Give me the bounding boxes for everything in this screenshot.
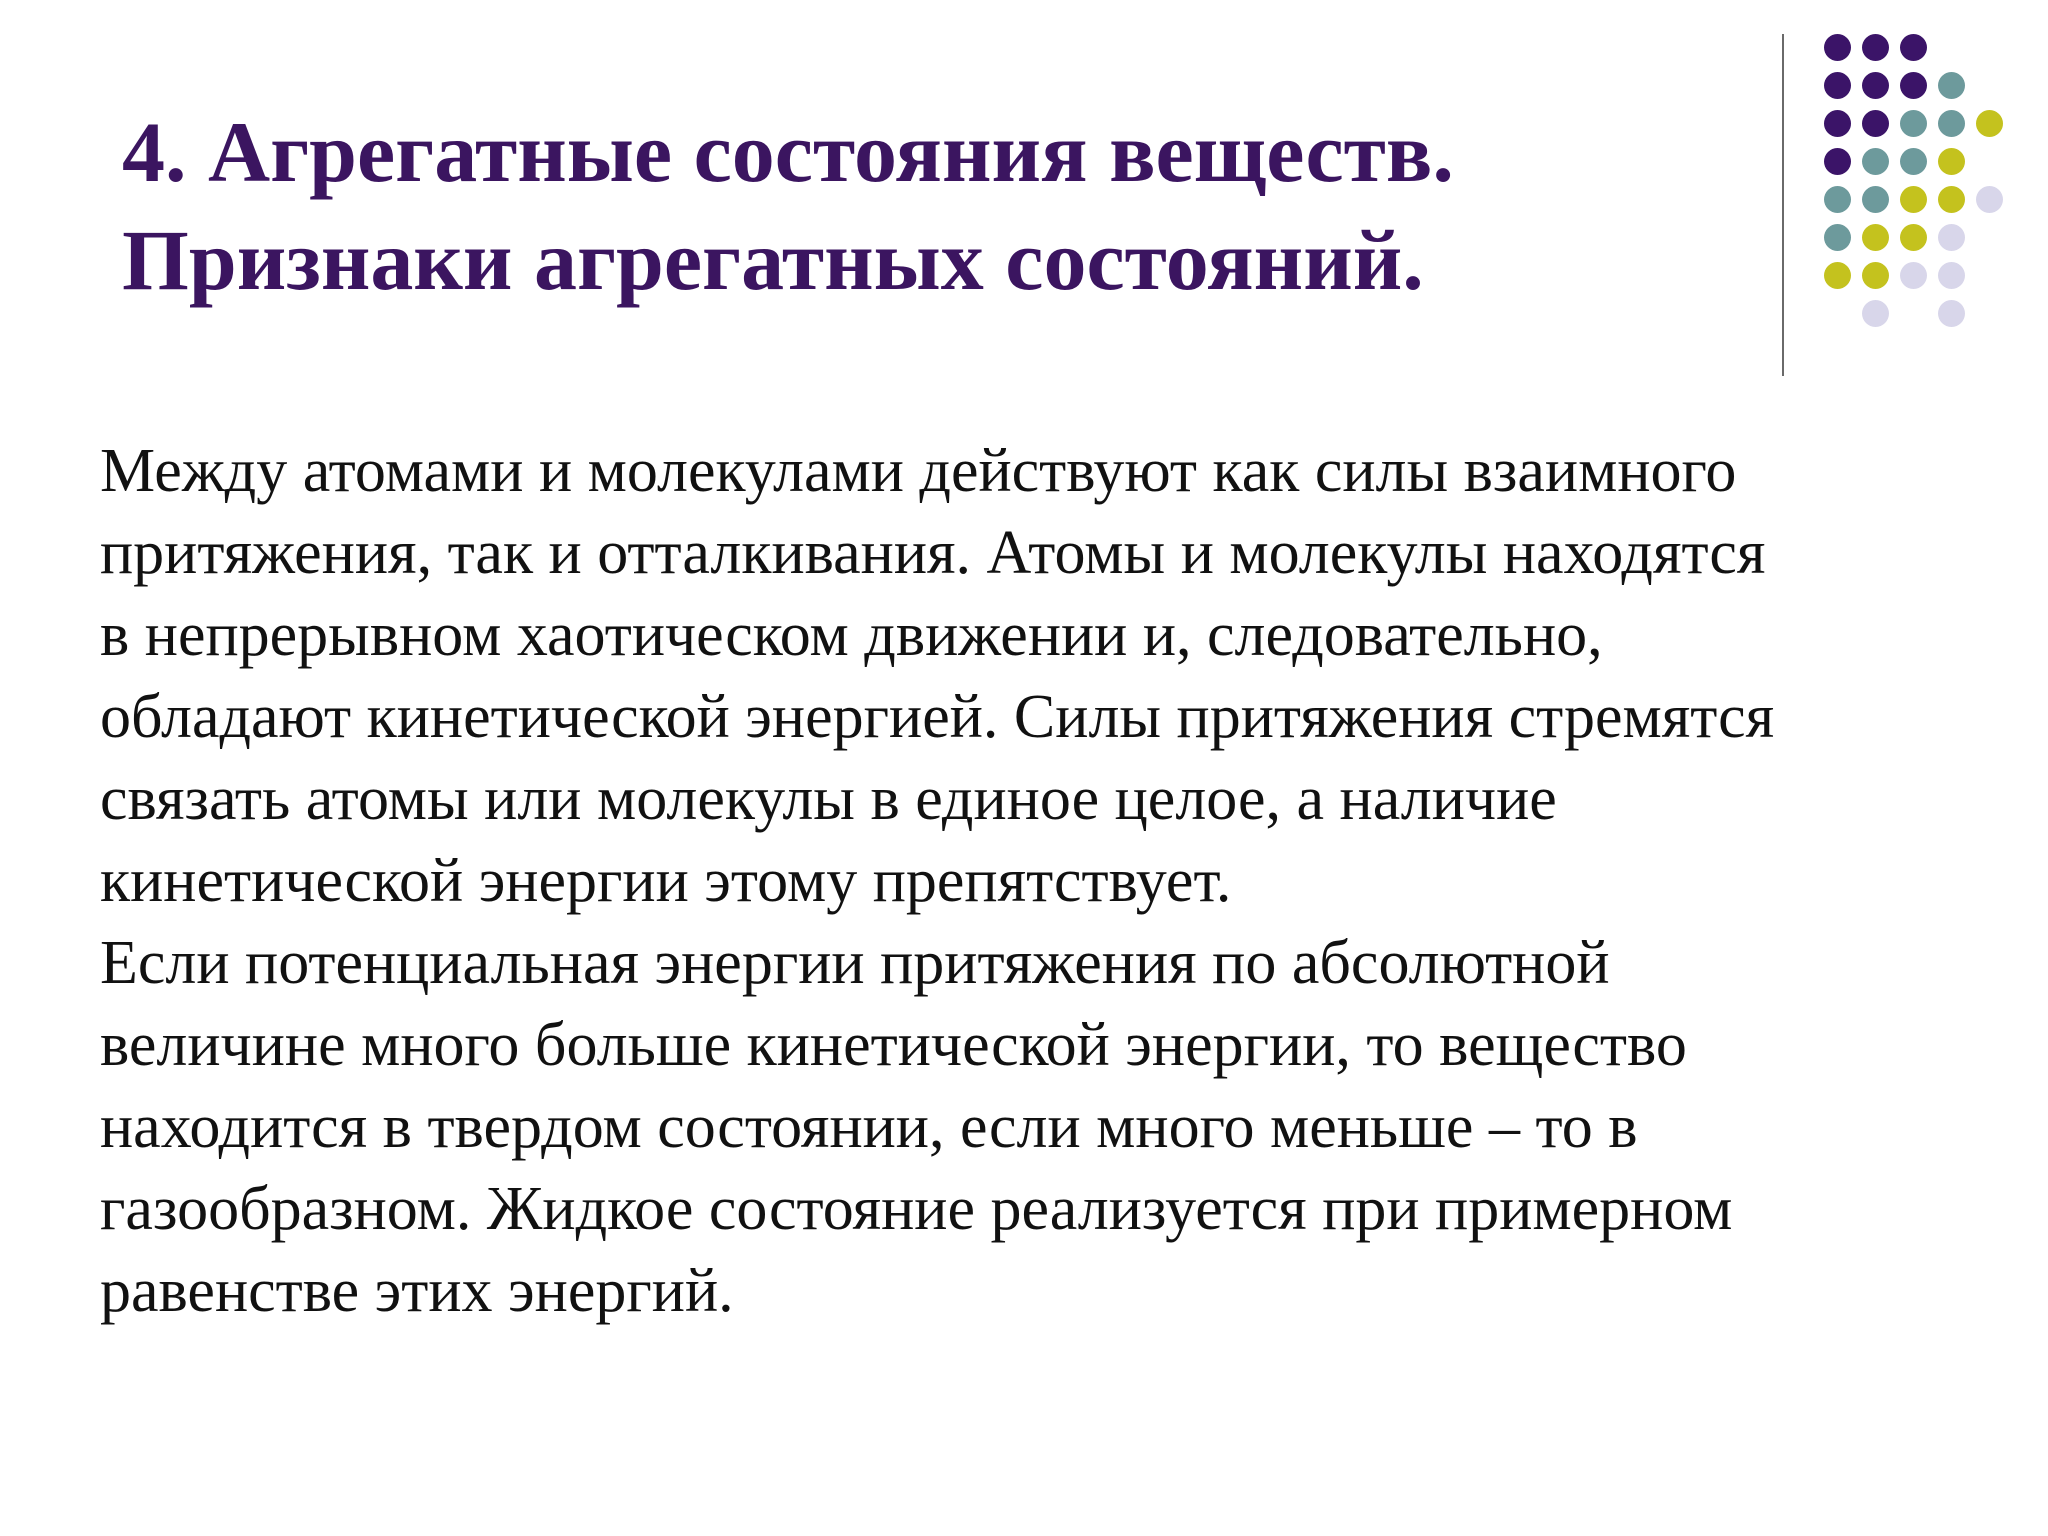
decorative-dot <box>1938 148 1965 175</box>
decorative-dot <box>1938 300 1965 327</box>
decorative-dot <box>1900 224 1927 251</box>
body-line: находится в твердом состоянии, если много меньше – то в <box>100 1093 1638 1161</box>
body-line: Если потенциальная энергии притяжения по абсолютной <box>100 929 1610 997</box>
decorative-dot <box>1976 186 2003 213</box>
body-line: притяжения, так и отталкивания. Атомы и молекулы находятся <box>100 519 1766 587</box>
decorative-dot <box>1938 262 1965 289</box>
decorative-dot <box>1862 34 1889 61</box>
decorative-dot <box>1862 186 1889 213</box>
body-line: равенстве этих энергий. <box>100 1257 734 1325</box>
decorative-dot <box>1900 262 1927 289</box>
decorative-dot <box>1824 72 1851 99</box>
body-line: газообразном. Жидкое состояние реализуется при примерном <box>100 1175 1733 1243</box>
decorative-dot <box>1938 224 1965 251</box>
body-line: связать атомы или молекулы в единое целое, а наличие <box>100 765 1557 833</box>
body-line: в непрерывном хаотическом движении и, следовательно, <box>100 601 1603 669</box>
decorative-dot <box>1862 262 1889 289</box>
body-line: кинетической энергии этому препятствует. <box>100 847 1232 915</box>
decorative-dot <box>1824 224 1851 251</box>
decorative-dot <box>1862 110 1889 137</box>
decorative-dot <box>1900 148 1927 175</box>
decorative-dot <box>1862 224 1889 251</box>
decorative-dot <box>1900 34 1927 61</box>
decorative-dot <box>1824 148 1851 175</box>
slide-title-line-1: 4. Агрегатные состояния веществ. <box>122 104 1454 200</box>
decorative-dot <box>1824 186 1851 213</box>
decorative-dot <box>1938 186 1965 213</box>
slide-title <box>122 98 1762 314</box>
decorative-dot <box>1938 110 1965 137</box>
decorative-dot <box>1824 34 1851 61</box>
decorative-dot <box>1900 110 1927 137</box>
decorative-dot <box>1976 110 2003 137</box>
title-divider-line <box>1782 34 1784 376</box>
decorative-dot <box>1900 186 1927 213</box>
decorative-dot <box>1862 148 1889 175</box>
decorative-dot <box>1900 72 1927 99</box>
body-line: Между атомами и молекулами действуют как силы взаимного <box>100 437 1737 505</box>
decorative-dot <box>1862 300 1889 327</box>
slide-body-text <box>100 430 2020 1332</box>
body-line: обладают кинетической энергией. Силы притяжения стремятся <box>100 683 1775 751</box>
decorative-dot <box>1862 72 1889 99</box>
decorative-dot <box>1824 110 1851 137</box>
slide-title-line-2: Признаки агрегатных состояний. <box>122 212 1424 308</box>
decorative-dot <box>1824 262 1851 289</box>
body-line: величине много больше кинетической энергии, то вещество <box>100 1011 1687 1079</box>
decorative-dot <box>1938 72 1965 99</box>
